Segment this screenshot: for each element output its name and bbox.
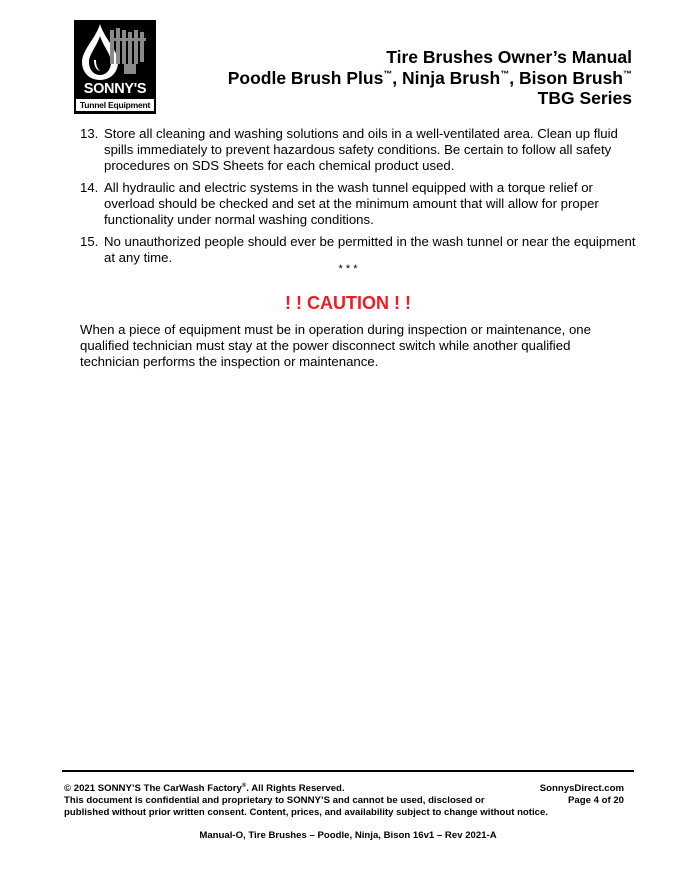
trademark-mark: ™ — [383, 68, 393, 79]
caution-text: When a piece of equipment must be in operation during inspection or maintenance, one qualified technician must stay at the power disconnect switch while another qualified technician performs the inspection or maintenance. — [80, 322, 591, 369]
list-item-text: All hydraulic and electric systems in the wash tunnel equipped with a torque relief or overload should be checked and set at the minimum amount that will allow for proper functionality under normal washing conditions. — [104, 180, 599, 227]
footer-website: SonnysDirect.com — [539, 783, 624, 794]
logo-subtitle: Tunnel Equipment — [76, 99, 154, 111]
footer-document-id: Manual-O, Tire Brushes – Poodle, Ninja, Bison 16v1 – Rev 2021-A — [199, 830, 497, 841]
registered-mark: ® — [241, 783, 247, 789]
logo-brand-text: SONNY'S — [83, 81, 147, 97]
list-item-number: 14. — [80, 180, 99, 195]
footer-divider — [62, 770, 634, 772]
footer-confidential-line2: published without prior written consent. Content, prices, and availability subject to change without notice. — [64, 807, 548, 818]
trademark-mark: ™ — [623, 68, 632, 79]
footer-confidential-line1: This document is confidential and proprietary to SONNY’S and cannot be used, disclosed or — [64, 795, 485, 806]
list-item-text: No unauthorized people should ever be permitted in the wash tunnel or near the equipment at any time. — [104, 234, 636, 265]
series-title: TBG Series — [537, 88, 632, 108]
list-item-text: Store all cleaning and washing solutions and oils in a well-ventilated area. Clean up fluid spills immediately to prevent hazardous safety conditions. Be certain to follow all safety procedures on SDS Sheets for each chemical product used. — [104, 126, 618, 173]
manual-title: Tire Brushes Owner’s Manual — [386, 47, 632, 67]
list-item-number: 13. — [80, 126, 99, 141]
caution-heading: ! ! CAUTION ! ! — [285, 293, 411, 313]
product-line: Poodle Brush Plus™, Ninja Brush™, Bison Brush™ — [227, 67, 632, 88]
trademark-mark: ™ — [500, 68, 510, 79]
list-item-number: 15. — [80, 234, 99, 249]
footer-page-number: Page 4 of 20 — [568, 795, 624, 806]
section-separator: * * * — [338, 263, 358, 275]
footer-copyright: © 2021 SONNY’S The CarWash Factory®. All Rights Reserved. — [64, 783, 345, 794]
